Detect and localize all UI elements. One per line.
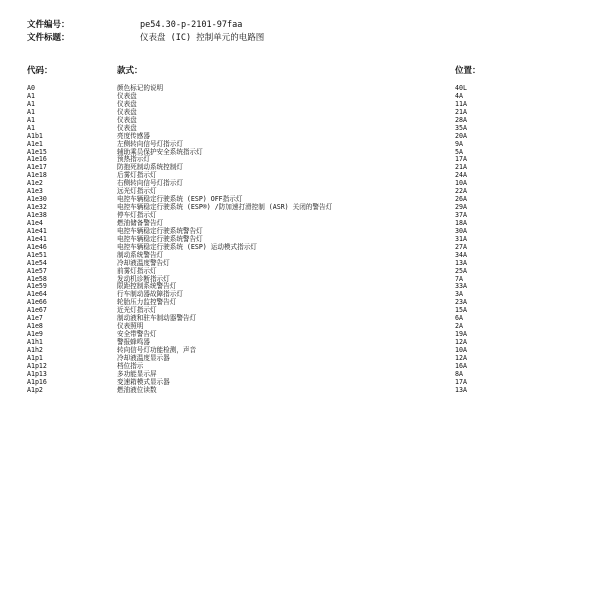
row-code: A1e54 [27, 258, 47, 267]
row-position: 10A [455, 345, 467, 354]
table-row [0, 93, 604, 101]
row-position: 11A [455, 99, 467, 108]
row-description: 仪表盘 [117, 107, 137, 116]
row-position: 33A [455, 282, 467, 291]
table-row [0, 188, 604, 196]
row-position: 37A [455, 211, 467, 219]
table-row [0, 315, 604, 323]
doc-number-label: 文件编号： [27, 20, 70, 30]
doc-title-label: 文件标题： [27, 33, 70, 43]
row-description: 亮度传感器 [117, 131, 150, 140]
table-row [0, 141, 604, 149]
table-row [0, 371, 604, 379]
row-code: A1 [27, 91, 35, 100]
table-row [0, 363, 604, 371]
row-position: 31A [455, 234, 467, 243]
table-row [0, 156, 604, 164]
row-position: 3A [455, 290, 463, 299]
row-code: A1e38 [27, 211, 47, 219]
row-position: 12A [455, 353, 467, 362]
row-position: 34A [455, 250, 467, 259]
row-description: 电控车辆稳定行驶系统 (ESP®) /防加速打滑控制 (ASR) 关闭的警告灯 [117, 203, 333, 212]
table-row [0, 101, 604, 109]
row-code: A0 [27, 84, 35, 92]
row-code: A1 [27, 123, 35, 132]
row-code: A1b1 [27, 131, 43, 140]
row-position: 25A [455, 266, 467, 275]
row-description: 仪表盘 [117, 115, 137, 124]
row-code: A1e30 [27, 195, 47, 204]
doc-title-value: 仪表盘 (IC) 控制单元的电路图 [140, 33, 265, 43]
row-description: 电控车辆稳定行驶系统 (ESP) 运动模式指示灯 [117, 242, 257, 251]
row-code: A1e16 [27, 155, 47, 164]
row-position: 21A [455, 107, 467, 116]
row-position: 13A [455, 258, 467, 267]
row-code: A1e3 [27, 187, 43, 196]
row-description: 辅助乘员保护安全系统指示灯 [117, 147, 203, 156]
row-description: 仪表盘 [117, 99, 137, 108]
row-code: A1p13 [27, 369, 47, 378]
row-description: 左侧转向信号灯指示灯 [117, 139, 183, 148]
row-code: A1e7 [27, 314, 43, 323]
table-row [0, 331, 604, 339]
row-description: 后雾灯指示灯 [117, 171, 157, 180]
row-code: A1e58 [27, 274, 47, 283]
table-row [0, 323, 604, 331]
row-code: A1 [27, 107, 35, 116]
row-description: 多功能显示屏 [117, 369, 157, 378]
row-position: 27A [455, 242, 467, 251]
table-row [0, 125, 604, 133]
row-position: 21A [455, 163, 467, 172]
row-code: A1e57 [27, 266, 47, 275]
row-position: 24A [455, 171, 467, 180]
row-position: 15A [455, 306, 467, 315]
table-row [0, 164, 604, 172]
row-description: 转向信号灯功能检测，声音 [117, 345, 197, 354]
row-position: 10A [455, 179, 467, 188]
row-description: 制动液和驻车制动器警告灯 [117, 314, 197, 323]
row-position: 22A [455, 187, 467, 196]
row-description: 安全带警告灯 [117, 330, 157, 339]
table-row [0, 85, 604, 93]
row-position: 26A [455, 195, 467, 204]
table-row [0, 252, 604, 260]
row-description: 远光灯指示灯 [117, 187, 157, 196]
row-description: 近光灯指示灯 [117, 306, 157, 315]
row-description: 右侧转向信号灯指示灯 [117, 179, 183, 188]
row-position: 8A [455, 369, 463, 378]
row-description: 电控车辆稳定行驶系统 (ESP) OFF指示灯 [117, 195, 243, 204]
row-position: 5A [455, 147, 463, 156]
table-row [0, 276, 604, 284]
row-description: 预热指示灯 [117, 155, 150, 164]
row-code: A1e17 [27, 163, 47, 172]
table-row [0, 220, 604, 228]
row-description: 电控车辆稳定行驶系统警告灯 [117, 234, 203, 243]
row-code: A1 [27, 99, 35, 108]
row-position: 29A [455, 203, 467, 212]
table-row [0, 133, 604, 141]
row-code: A1e4 [27, 218, 43, 227]
table-row [0, 149, 604, 157]
row-position: 20A [455, 131, 467, 140]
row-description: 档位指示 [117, 361, 144, 370]
row-description: 仪表盘 [117, 91, 137, 100]
table-row [0, 228, 604, 236]
table-row [0, 291, 604, 299]
row-position: 17A [455, 377, 467, 386]
row-code: A1e41 [27, 234, 47, 243]
table-row [0, 204, 604, 212]
row-code: A1e41 [27, 226, 47, 235]
legend-table [0, 85, 604, 395]
row-position: 23A [455, 298, 467, 307]
table-row [0, 172, 604, 180]
row-position: 17A [455, 155, 467, 164]
row-description: 停车灯指示灯 [117, 211, 157, 219]
row-code: A1p16 [27, 377, 47, 386]
row-description: 前雾灯指示灯 [117, 266, 157, 275]
table-row [0, 180, 604, 188]
row-code: A1e18 [27, 171, 47, 180]
row-code: A1e2 [27, 179, 43, 188]
row-position: 4A [455, 91, 463, 100]
row-position: 7A [455, 274, 463, 283]
table-row [0, 268, 604, 276]
row-position: 13A [455, 385, 467, 394]
row-code: A1h1 [27, 338, 43, 346]
row-position: 16A [455, 361, 467, 370]
row-position: 12A [455, 338, 467, 346]
row-description: 限距控制系统警告灯 [117, 282, 177, 291]
row-code: A1p12 [27, 361, 47, 370]
table-row [0, 379, 604, 387]
row-description: 仪表照明 [117, 322, 144, 331]
row-code: A1h2 [27, 345, 43, 354]
doc-number-value: pe54.30-p-2101-97faa [140, 20, 243, 30]
table-row [0, 244, 604, 252]
row-code: A1e67 [27, 306, 47, 315]
row-description: 防抱死制动系统控制灯 [117, 163, 183, 172]
row-description: 警报蜂鸣器 [117, 338, 150, 346]
row-description: 燃油液位读数 [117, 385, 157, 394]
row-description: 轮胎压力监控警告灯 [117, 298, 177, 307]
row-code: A1p2 [27, 385, 43, 394]
row-description: 颜色标记的说明 [117, 84, 164, 92]
row-description: 燃油储备警告灯 [117, 218, 164, 227]
row-code: A1e9 [27, 330, 43, 339]
row-code: A1e32 [27, 203, 47, 212]
row-position: 35A [455, 123, 467, 132]
table-row [0, 260, 604, 268]
table-row [0, 117, 604, 125]
row-code: A1e8 [27, 322, 43, 331]
row-code: A1p1 [27, 353, 43, 362]
row-position: 18A [455, 218, 467, 227]
row-description: 电控车辆稳定行驶系统警告灯 [117, 226, 203, 235]
row-code: A1e46 [27, 242, 47, 251]
row-description: 制动系统警告灯 [117, 250, 164, 259]
row-code: A1e1 [27, 139, 43, 148]
row-description: 行车制动器故障指示灯 [117, 290, 183, 299]
row-position: 40L [455, 84, 467, 92]
row-position: 19A [455, 330, 467, 339]
table-row [0, 387, 604, 395]
row-position: 28A [455, 115, 467, 124]
row-code: A1e51 [27, 250, 47, 259]
table-row [0, 109, 604, 117]
table-row [0, 212, 604, 220]
row-code: A1e15 [27, 147, 47, 156]
row-description: 发动机诊断指示灯 [117, 274, 170, 283]
row-description: 变速箱模式显示器 [117, 377, 170, 386]
row-position: 6A [455, 314, 463, 323]
table-row [0, 355, 604, 363]
row-position: 9A [455, 139, 463, 148]
column-header-code: 代码： [27, 66, 53, 76]
row-description: 冷却液温度显示器 [117, 353, 170, 362]
row-position: 30A [455, 226, 467, 235]
row-code: A1e59 [27, 282, 47, 291]
table-row [0, 283, 604, 291]
table-row [0, 347, 604, 355]
row-description: 冷却液温度警告灯 [117, 258, 170, 267]
row-position: 2A [455, 322, 463, 331]
table-row [0, 299, 604, 307]
table-row [0, 339, 604, 347]
column-header-description: 款式： [117, 66, 143, 76]
row-code: A1e66 [27, 298, 47, 307]
table-row [0, 236, 604, 244]
column-header-position: 位置： [455, 66, 481, 76]
row-code: A1e64 [27, 290, 47, 299]
table-row [0, 307, 604, 315]
row-description: 仪表盘 [117, 123, 137, 132]
row-code: A1 [27, 115, 35, 124]
